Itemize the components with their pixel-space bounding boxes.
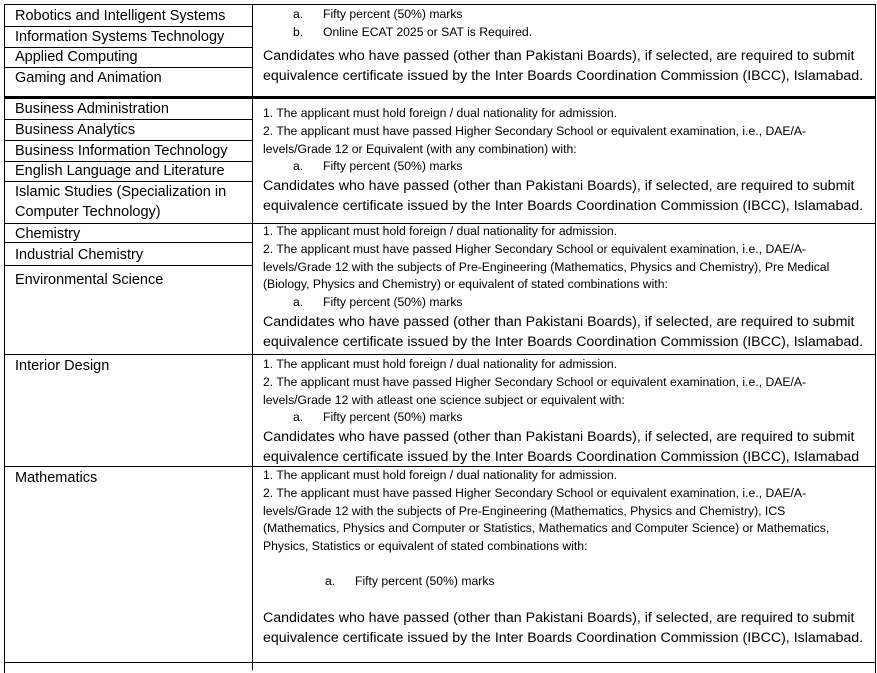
criteria-cell <box>263 223 865 352</box>
program-name: English Language and Literature <box>15 163 225 179</box>
criteria-line: 2. The applicant must have passed Higher Secondary School or equivalent examination, i.e., DAE/A-levels/Grade 12 with the subjects of Pre-Engineering (Mathematics, Physics and Chemistry), Pre Medical (Biology, Physics and Chemistry) or equivalent of stated combinations with: <box>263 241 830 292</box>
program-divider <box>4 119 253 120</box>
program-name: Robotics and Intelligent Systems <box>15 8 226 24</box>
sub-item-letter: a. <box>293 295 304 310</box>
criteria-cell <box>263 6 865 86</box>
criteria-cell <box>263 105 865 216</box>
criteria-cell <box>263 467 865 648</box>
sub-item-text: Fifty percent (50%) marks <box>323 295 463 310</box>
program-divider <box>4 140 253 141</box>
program-name: Business Information Technology <box>15 143 228 159</box>
criteria-line: 1. The applicant must hold foreign / dual nationality for admission. <box>263 357 618 371</box>
criteria-line: 2. The applicant must have passed Higher Secondary School or equivalent examination, i.e., DAE/A-levels/Grade 12 with the subjects of Pre-Engineering (Mathematics, Physics and Chemistry), ICS (Mathematics, Physics and Computer or Statistics, Mathematics and Computer Science) or Mathematics, Physics, Statistics or equivalent of stated combinations with: <box>263 485 830 554</box>
sub-item <box>263 294 865 312</box>
program-divider <box>4 26 253 27</box>
sub-item-letter: a. <box>293 410 304 425</box>
program-name: Information Systems Technology <box>15 29 225 45</box>
program-name: Chemistry <box>15 226 81 242</box>
sub-item-text: Fifty percent (50%) marks <box>323 159 463 174</box>
program-name: Interior Design <box>15 358 110 374</box>
ibcc-note: Candidates who have passed (other than Pakistani Boards), if selected, are required to submit equivalence certificate issued by the Inter Boards Coordination Commission (IBCC), Islamabad. <box>263 47 864 84</box>
sub-item-text: Fifty percent (50%) marks <box>323 410 463 425</box>
program-name: Environmental Science <box>15 272 164 288</box>
ibcc-note: Candidates who have passed (other than Pakistani Boards), if selected, are required to submit equivalence certificate issued by the Inter Boards Coordination Commission (IBCC), Islamabad. <box>263 313 864 350</box>
criteria-cell <box>263 356 865 467</box>
sub-item-letter: a. <box>325 573 336 588</box>
ibcc-note: Candidates who have passed (other than Pakistani Boards), if selected, are required to submit equivalence certificate issued by the Inter Boards Coordination Commission (IBCC), Islamabad. <box>263 609 864 646</box>
program-name: Industrial Chemistry <box>15 247 144 263</box>
sub-item <box>263 409 865 427</box>
sub-item-text: Fifty percent (50%) marks <box>323 7 463 21</box>
program-name: Gaming and Animation <box>15 70 162 86</box>
sub-item <box>263 24 865 42</box>
row-divider <box>4 662 875 663</box>
sub-item-letter: a. <box>293 7 304 21</box>
program-name: Applied Computing <box>15 49 138 65</box>
program-divider <box>4 67 253 68</box>
sub-item <box>263 573 865 591</box>
sub-item-text: Fifty percent (50%) marks <box>355 573 495 588</box>
row-divider <box>4 96 875 99</box>
sub-item-text: Online ECAT 2025 or SAT is Required. <box>323 24 533 39</box>
sub-item <box>263 158 865 176</box>
criteria-line: 1. The applicant must hold foreign / dual nationality for admission. <box>263 468 618 482</box>
criteria-line: 2. The applicant must have passed Higher Secondary School or equivalent examination, i.e., DAE/A-levels/Grade 12 with atleast one science subject or equivalent with: <box>263 374 807 407</box>
program-name: Business Analytics <box>15 122 136 138</box>
program-name: Islamic Studies (Specialization in Computer Technology) <box>15 184 227 220</box>
criteria-line: 2. The applicant must have passed Higher Secondary School or equivalent examination, i.e., DAE/A-levels/Grade 12 or Equivalent (with any combination) with: <box>263 123 807 156</box>
sub-item <box>263 6 865 24</box>
row-divider <box>4 354 875 355</box>
criteria-line: 1. The applicant must hold foreign / dual nationality for admission. <box>263 106 618 120</box>
sub-item-letter: b. <box>293 24 304 39</box>
sub-item-letter: a. <box>293 159 304 174</box>
program-name: Business Administration <box>15 101 169 117</box>
program-divider <box>4 265 253 266</box>
criteria-line: 1. The applicant must hold foreign / dual nationality for admission. <box>263 224 618 238</box>
column-divider <box>252 4 253 670</box>
ibcc-note: Candidates who have passed (other than Pakistani Boards), if selected, are required to submit equivalence certificate issued by the Inter Boards Coordination Commission (IBCC), Islamabad <box>263 429 860 466</box>
program-name: Mathematics <box>15 470 98 486</box>
ibcc-note: Candidates who have passed (other than Pakistani Boards), if selected, are required to submit equivalence certificate issued by the Inter Boards Coordination Commission (IBCC), Islamabad. <box>263 178 864 215</box>
